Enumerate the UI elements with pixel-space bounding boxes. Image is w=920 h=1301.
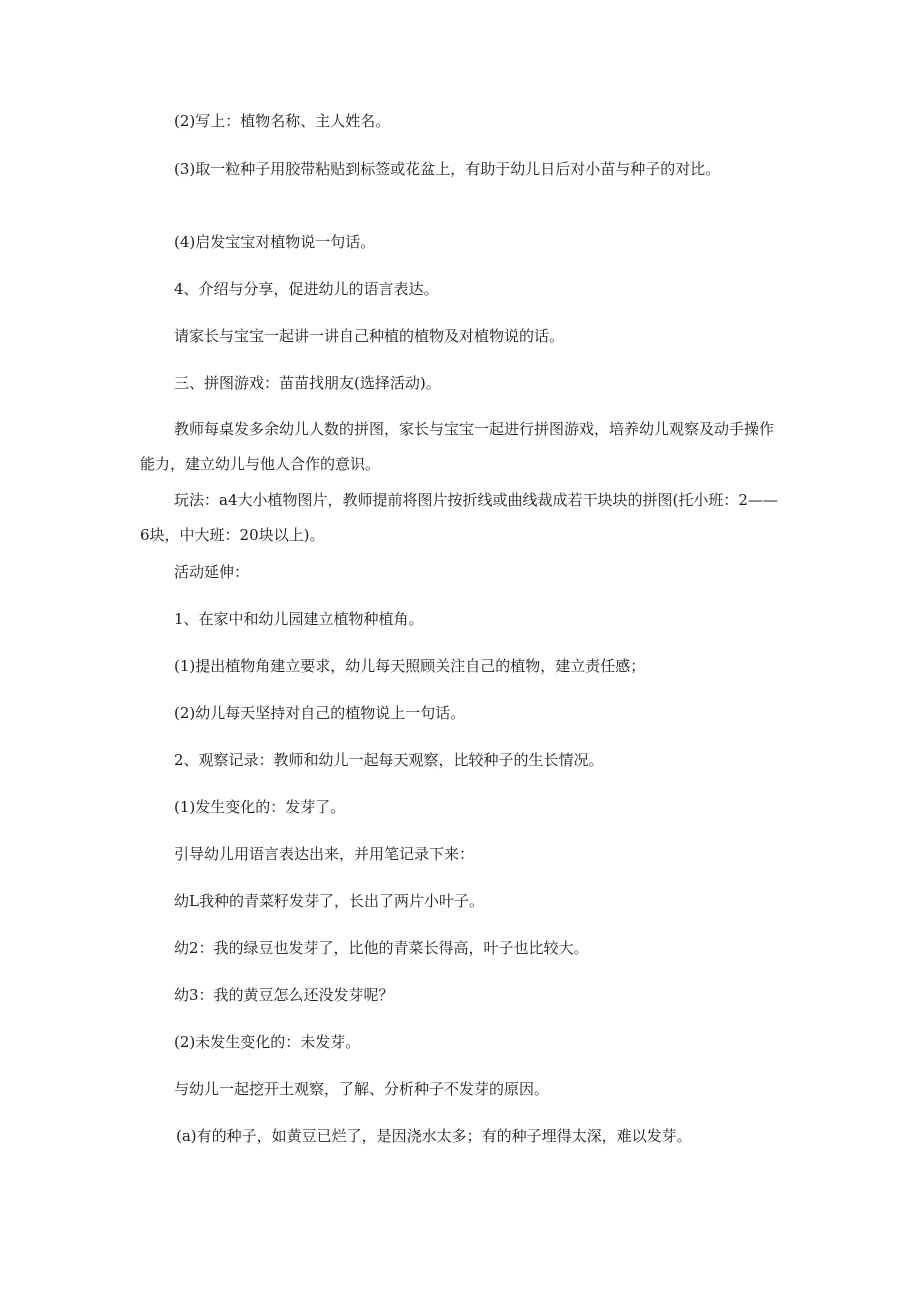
paragraph: (2)幼儿每天坚持对自己的植物说上一句话。 [174, 704, 466, 722]
paragraph: (2)写上：植物名称、主人姓名。 [174, 112, 391, 130]
paragraph: (a)有的种子，如黄豆已烂了，是因浇水太多；有的种子埋得太深，难以发芽。 [176, 1127, 692, 1145]
paragraph: 引导幼儿用语言表达出来，并用笔记录下来： [174, 845, 475, 863]
paragraph: (2)未发生变化的：未发芽。 [174, 1033, 361, 1051]
section-heading: 活动延伸： [174, 563, 250, 581]
paragraph: (4)启发宝宝对植物说一句话。 [174, 233, 376, 251]
paragraph: 请家长与宝宝一起讲一讲自己种植的植物及对植物说的话。 [174, 327, 565, 345]
paragraph: 与幼儿一起挖开土观察，了解、分析种子不发芽的原因。 [174, 1080, 550, 1098]
paragraph: (1)提出植物角建立要求，幼儿每天照顾关注自己的植物，建立责任感； [174, 657, 646, 675]
paragraph: (3)取一粒种子用胶带粘贴到标签或花盆上，有助于幼儿日后对小苗与种子的对比。 [174, 160, 721, 178]
paragraph: 幼2：我的绿豆也发芽了，比他的青菜长得高，叶子也比较大。 [174, 939, 589, 957]
paragraph: (1)发生变化的：发芽了。 [174, 798, 346, 816]
paragraph: 1、在家中和幼儿园建立植物种植角。 [174, 610, 424, 628]
section-heading: 三、拼图游戏：苗苗找朋友(选择活动)。 [174, 374, 441, 392]
paragraph: 2、观察记录：教师和幼儿一起每天观察，比较种子的生长情况。 [174, 751, 604, 769]
paragraph: 4、介绍与分享，促进幼儿的语言表达。 [174, 280, 439, 298]
paragraph: 教师每桌发多余幼儿人数的拼图，家长与宝宝一起进行拼图游戏，培养幼儿观察及动手操作能力，建立幼儿与他人合作的意识。 [140, 420, 775, 473]
paragraph: 幼L我种的青菜籽发芽了，长出了两片小叶子。 [174, 892, 484, 910]
paragraph: 幼3：我的黄豆怎么还没发芽呢？ [174, 986, 394, 1004]
paragraph: 玩法：a4大小植物图片，教师提前将图片按折线或曲线裁成若干块块的拼图(托小班：2——6块，中大班：20块以上)。 [140, 491, 778, 544]
